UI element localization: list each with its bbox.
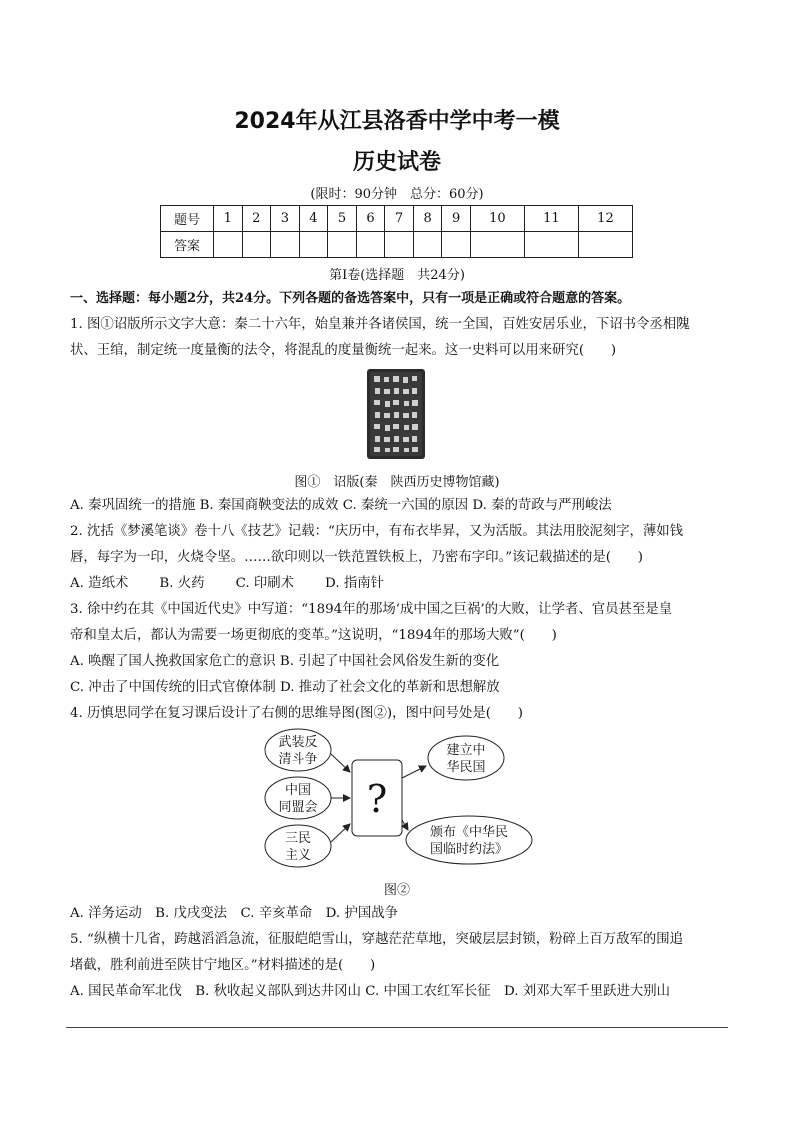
section-instruction: 一、选择题：每小题2分，共24分。下列各题的备选答案中，只有一项是正确或符合题意的答案。 [70, 291, 631, 306]
q5-line1: 5. “纵横十几省，跨越滔滔急流，征服皑皑雪山，穿越茫茫草地，突破层层封锁，粉碎上百万敌军的围追 [70, 932, 684, 947]
mindmap-center-question: ? [366, 777, 388, 821]
answer-table-number: 8 [413, 206, 442, 232]
mindmap-left1-line2: 清斗争 [278, 752, 318, 767]
q1-line1: 1. 图①诏版所示文字大意：秦二十六年，始皇兼并各诸侯国，统一全国，百姓安居乐业，下诏书令丞相隗 [70, 317, 690, 332]
q3-options-cd: C. 冲击了中国传统的旧式官僚体制 D. 推动了社会文化的革新和思想解放 [70, 680, 500, 695]
q3-options-ab: A. 唤醒了国人挽救国家危亡的意识 B. 引起了中国社会风俗发生新的变化 [70, 654, 500, 669]
mindmap-left3-line1: 三民 [284, 831, 312, 846]
answer-cell[interactable] [214, 232, 243, 258]
exam-subtitle: 历史试卷 [352, 150, 441, 175]
mindmap-diagram [260, 728, 540, 876]
mindmap-right1-line2: 华民国 [446, 760, 486, 775]
answer-table-number: 6 [356, 206, 385, 232]
answer-cell[interactable] [385, 232, 414, 258]
edict-plaque-image [366, 368, 426, 460]
q4-options: A. 洋务运动 B. 戊戌变法 C. 辛亥革命 D. 护国战争 [70, 906, 399, 921]
q1-options: A. 秦巩固统一的措施 B. 秦国商鞅变法的成效 C. 秦统一六国的原因 D. 秦的苛政与严刑峻法 [70, 498, 612, 513]
answer-table-number-row [161, 206, 633, 232]
answer-cell[interactable] [242, 232, 271, 258]
answer-table-number: 12 [578, 206, 632, 232]
answer-table-number: 11 [524, 206, 578, 232]
answer-cell[interactable] [328, 232, 357, 258]
answer-table-answer-row [161, 232, 633, 258]
answer-cell[interactable] [524, 232, 578, 258]
answer-cell[interactable] [413, 232, 442, 258]
answer-cell[interactable] [271, 232, 300, 258]
q2-line2: 唇，每字为一印，火烧令坚。……欲印则以一铁范置铁板上，乃密布字印。”该记载描述的是( ) [70, 550, 643, 565]
mindmap-arrow [402, 820, 408, 830]
answer-table-number: 9 [442, 206, 471, 232]
exam-title: 2024年从江县洛香中学中考一模 [234, 109, 560, 134]
answer-table-number: 10 [470, 206, 524, 232]
answer-table-number: 1 [214, 206, 243, 232]
answer-table [160, 205, 633, 258]
answer-cell[interactable] [442, 232, 471, 258]
q2-line1: 2. 沈括《梦溪笔谈》卷十八《技艺》记载：“庆历中，有布衣毕昇，又为活版。其法用胶泥刻字，薄如钱 [70, 524, 684, 539]
q3-line2: 帝和皇太后，都认为需要一场更彻底的变革。”这说明，“1894年的那场大败”( ) [70, 628, 557, 643]
answer-table-number: 5 [328, 206, 357, 232]
answer-table-number: 3 [271, 206, 300, 232]
answer-table-number: 4 [299, 206, 328, 232]
mindmap-right2-line2: 国临时约法》 [429, 842, 509, 857]
mindmap-arrow [402, 766, 426, 778]
exam-meta: (限时：90分钟 总分：60分) [310, 187, 484, 202]
q5-line2: 堵截，胜利前进至陕甘宁地区。”材料描述的是( ) [70, 958, 376, 973]
mindmap-left2-line2: 同盟会 [278, 800, 318, 815]
q2-options: A. 造纸术 B. 火药 C. 印刷术 D. 指南针 [70, 576, 384, 591]
q4-line1: 4. 历慎思同学在复习课后设计了右侧的思维导图(图②)，图中问号处是( ) [70, 706, 524, 721]
answer-table-row1-label: 题号 [161, 206, 214, 232]
q1-line2: 状、王绾，制定统一度量衡的法令，将混乱的度量衡统一起来。这一史料可以用来研究( ) [70, 343, 617, 358]
answer-cell[interactable] [470, 232, 524, 258]
mindmap-arrow [331, 824, 350, 842]
answer-table-number: 2 [242, 206, 271, 232]
answer-table-row2-label: 答案 [161, 232, 214, 258]
mindmap-left1-line1: 武装反 [278, 735, 318, 750]
answer-table-number: 7 [385, 206, 414, 232]
figure2-caption: 图② [383, 883, 410, 898]
page-footer-rule [66, 1027, 728, 1028]
mindmap-right1-line1: 建立中 [446, 743, 486, 758]
mindmap-right2-line1: 颁布《中华民 [429, 825, 509, 840]
q5-options: A. 国民革命军北伐 B. 秋收起义部队到达井冈山 C. 中国工农红军长征 D. 刘邓大军千里跃进大别山 [70, 984, 671, 999]
mindmap-left3-line2: 主义 [284, 848, 312, 863]
answer-cell[interactable] [299, 232, 328, 258]
answer-cell[interactable] [356, 232, 385, 258]
figure1-caption: 图① 诏版(秦 陕西历史博物馆藏) [294, 475, 500, 490]
section-heading: 第Ⅰ卷(选择题 共24分) [329, 268, 465, 283]
mindmap-left2-line1: 中国 [284, 783, 312, 798]
answer-cell[interactable] [578, 232, 632, 258]
mindmap-arrow [331, 754, 350, 772]
q3-line1: 3. 徐中约在其《中国近代史》中写道：“1894年的那场‘成中国之巨祸’的大败，让学者、官员甚至是皇 [70, 602, 673, 617]
